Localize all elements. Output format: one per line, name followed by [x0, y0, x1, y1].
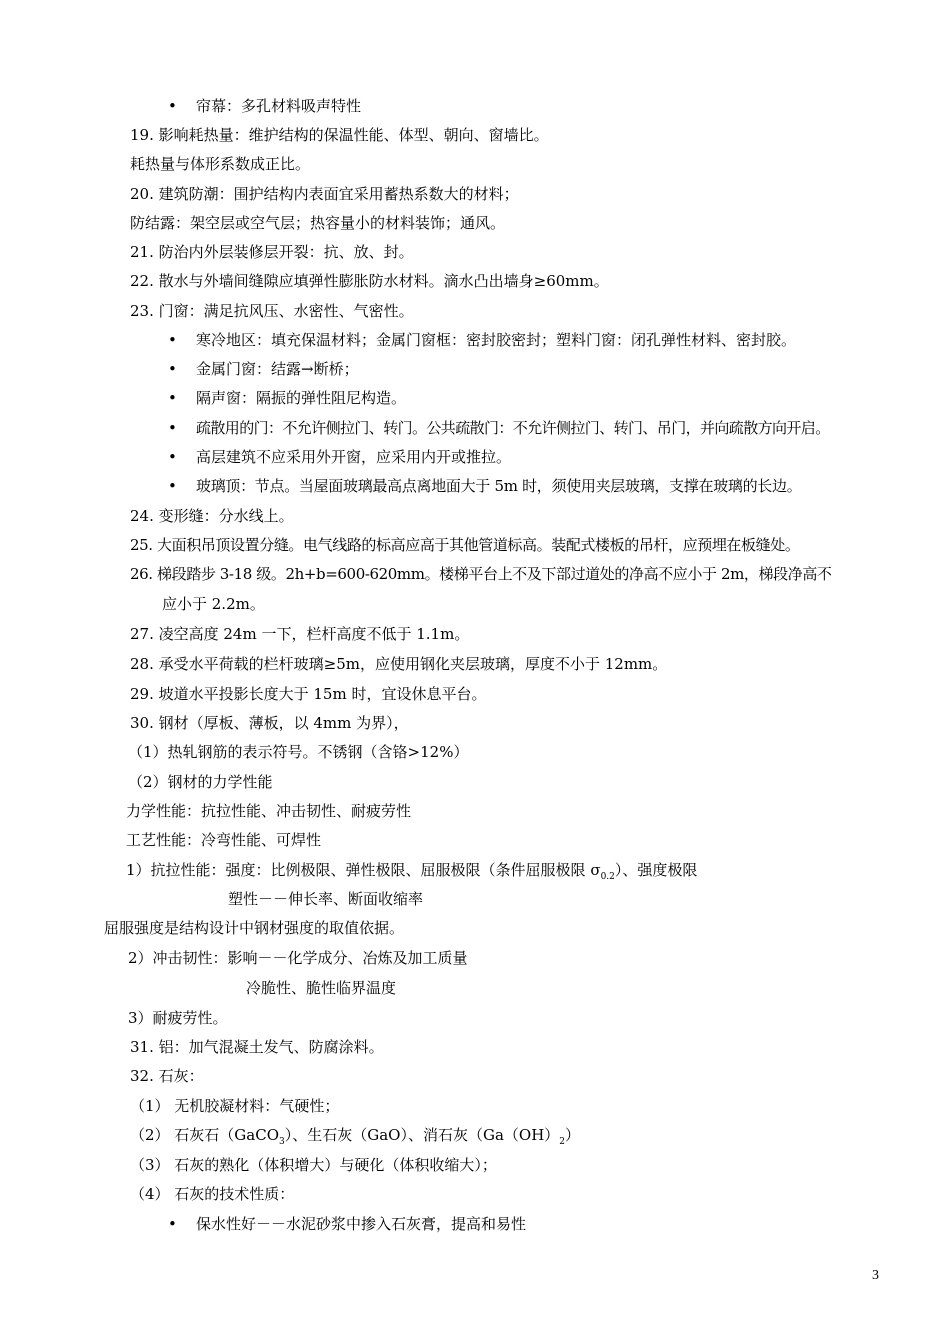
bullet-icon: • — [168, 448, 177, 466]
text-line-tensile-main: 1）抗拉性能：强度：比例极限、弹性极限、屈服极限（条件屈服极限 σ — [126, 861, 601, 879]
text-line-impact: 2）冲击韧性：影响－－化学成分、冶炼及加工质量 — [128, 949, 468, 967]
text-line-curtain: 帘幕：多孔材料吸声特性 — [196, 97, 362, 115]
text-line-32: 32. 石灰： — [130, 1067, 204, 1085]
text-line-19: 19. 影响耗热量：维护结构的保温性能、体型、朝向、窗墙比。 — [130, 126, 549, 144]
text-line-30: 30. 钢材（厚板、薄板，以 4mm 为界）， — [130, 714, 409, 732]
text-line-tensile — [126, 860, 697, 880]
text-line-23-glass-roof: 玻璃顶：节点。当屋面玻璃最高点离地面大于 5m 时，须使用夹层玻璃，支撑在玻璃的长边。 — [196, 477, 802, 495]
text-line-19-cont: 耗热量与体形系数成正比。 — [130, 155, 311, 173]
text-line-20-cont: 防结露：架空层或空气层；热容量小的材料装饰；通风。 — [130, 214, 506, 232]
bullet-icon: • — [168, 331, 177, 349]
bullet-icon: • — [168, 1215, 177, 1233]
text-line-25: 25. 大面积吊顶设置分缝。电气线路的标高应高于其他管道标高。装配式楼板的吊杆，应预埋在板缝处。 — [130, 536, 800, 554]
text-line-26-cont: 应小于 2.2m。 — [162, 595, 265, 613]
text-line-plasticity: 塑性－－伸长率、断面收缩率 — [228, 890, 424, 908]
bullet-icon: • — [168, 389, 177, 407]
text-line-23-highrise: 高层建筑不应采用外开窗，应采用内开或推拉。 — [196, 448, 512, 466]
text-line-tensile-subscript: 0.2 — [600, 872, 615, 882]
text-line-process: 工艺性能：冷弯性能、可焊性 — [126, 831, 322, 849]
text-line-29: 29. 坡道水平投影长度大于 15m 时，宜设休息平台。 — [130, 685, 487, 703]
text-line-24: 24. 变形缝：分水线上。 — [130, 507, 294, 525]
text-line-32-2-b: ）、生石灰（GaO）、消石灰（Ga（OH） — [284, 1126, 560, 1144]
text-line-tensile-end: ）、强度极限 — [614, 861, 698, 879]
text-line-32-2-a: （2） 石灰石（GaCO — [130, 1126, 280, 1144]
text-line-32-1: （1） 无机胶凝材料：气硬性； — [130, 1097, 340, 1115]
bullet-icon: • — [168, 477, 177, 495]
text-line-32-3: （3） 石灰的熟化（体积增大）与硬化（体积收缩大）； — [130, 1156, 497, 1174]
text-line-cold-brittle: 冷脆性、脆性临界温度 — [246, 979, 397, 997]
text-line-28: 28. 承受水平荷载的栏杆玻璃≥5m，应使用钢化夹层玻璃，厚度不小于 12mm。 — [130, 655, 668, 673]
text-line-32-2 — [130, 1125, 580, 1145]
bullet-icon: • — [168, 97, 177, 115]
text-line-32-2-c: ） — [565, 1126, 581, 1144]
text-line-yield: 屈服强度是结构设计中钢材强度的取值依据。 — [104, 919, 405, 937]
text-line-23-evacuation: 疏散用的门：不允许侧拉门、转门。公共疏散门：不允许侧拉门、转门、吊门，并向疏散方向开启。 — [196, 419, 830, 437]
text-line-30-2: （2）钢材的力学性能 — [128, 773, 273, 791]
bullet-icon: • — [168, 360, 177, 378]
text-line-23-cold-region: 寒冷地区：填充保温材料；金属门窗框：密封胶密封；塑料门窗：闭孔弹性材料、密封胶。 — [196, 331, 797, 349]
text-line-23-metal-window: 金属门窗：结露→断桥； — [196, 360, 359, 378]
text-line-31: 31. 铝：加气混凝土发气、防腐涂料。 — [130, 1038, 384, 1056]
text-line-30-1: （1）热轧钢筋的表示符号。不锈钢（含铬>12%） — [128, 743, 469, 761]
text-line-32-4: （4） 石灰的技术性质： — [130, 1185, 295, 1203]
text-line-mechanical: 力学性能：抗拉性能、冲击韧性、耐疲劳性 — [126, 802, 412, 820]
bullet-icon: • — [168, 419, 177, 437]
text-line-20: 20. 建筑防潮：围护结构内表面宜采用蓄热系数大的材料； — [130, 185, 519, 203]
text-line-27: 27. 凌空高度 24m 一下，栏杆高度不低于 1.1m。 — [130, 625, 470, 643]
text-line-26: 26. 梯段踏步 3-18 级。2h+b=600-620mm。楼梯平台上不及下部过道处的净高不应小于 2m，梯段净高不 — [130, 565, 832, 583]
text-line-water-retention: 保水性好－－水泥砂浆中掺入石灰膏，提高和易性 — [196, 1215, 527, 1233]
text-line-21: 21. 防治内外层装修层开裂：抗、放、封。 — [130, 243, 414, 261]
page-number: 3 — [872, 1268, 879, 1283]
text-line-fatigue: 3）耐疲劳性。 — [128, 1009, 228, 1027]
text-line-23: 23. 门窗：满足抗风压、水密性、气密性。 — [130, 302, 414, 320]
text-line-32-2-sub1: 3 — [279, 1137, 285, 1147]
text-line-32-2-sub2: 2 — [559, 1137, 566, 1147]
text-line-23-soundproof: 隔声窗：隔振的弹性阻尼构造。 — [196, 389, 407, 407]
text-line-22: 22. 散水与外墙间缝隙应填弹性膨胀防水材料。滴水凸出墙身≥60mm。 — [130, 272, 609, 290]
